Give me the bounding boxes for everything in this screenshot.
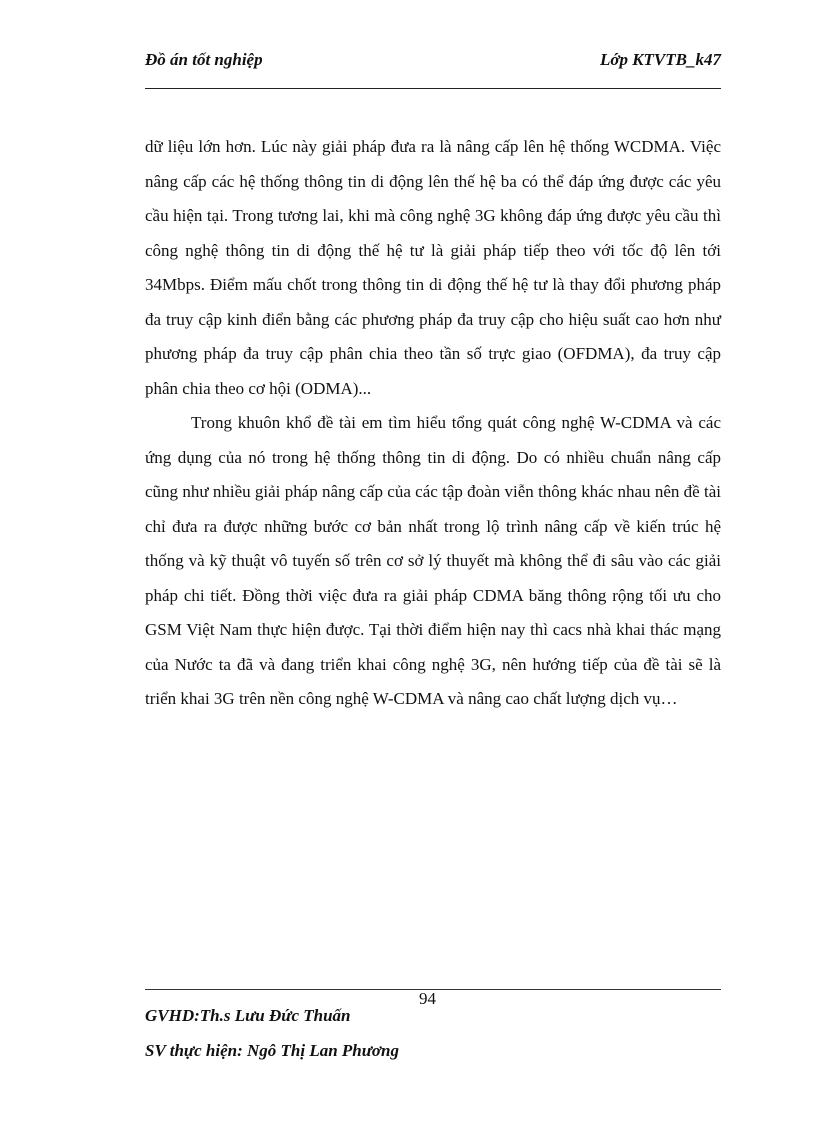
- header-divider: [145, 88, 721, 89]
- footer-student: SV thực hiện: Ngô Thị Lan Phương: [145, 1041, 400, 1060]
- body-paragraph-2: Trong khuôn khổ đề tài em tìm hiểu tổng quát công nghệ W-CDMA và các ứng dụng của nó trong hệ thống thông tin di động. Do có nhiều chuẩn nâng cấp cũng như nhiều giải pháp nâng cấp của các tập đoàn viễn thông khác nhau nên đề tài chỉ đưa ra được những bước cơ bản nhất trong lộ trình nâng cấp về kiến trúc hệ thống và kỹ thuật vô tuyến số trên cơ sở lý thuyết mà không thể đi sâu vào các giải pháp chi tiết. Đồng thời việc đưa ra giải pháp CDMA băng thông rộng tối ưu cho GSM Việt Nam thực hiện được. Tại thời điểm hiện nay thì cacs nhà khai thác mạng của Nước ta đã và đang triển khai công nghệ 3G, nên hướng tiếp của đề tài sẽ là triển khai 3G trên nền công nghệ W-CDMA và nâng cao chất lượng dịch vụ…: [145, 413, 721, 708]
- document-body: [145, 130, 721, 717]
- body-paragraph-1: dữ liệu lớn hơn. Lúc này giải pháp đưa ra là nâng cấp lên hệ thống WCDMA. Việc nâng cấp các hệ thống thông tin di động lên thế hệ ba có thể đáp ứng được các yêu cầu hiện tại. Trong tương lai, khi mà công nghệ 3G không đáp ứng được yêu cầu thì công nghệ thông tin di động thế hệ tư là giải pháp tiếp theo với tốc độ lên tới 34Mbps. Điểm mấu chốt trong thông tin di động thế hệ tư là thay đổi phương pháp đa truy cập kinh điển bằng các phương pháp đa truy cập cho hiệu suất cao hơn như phương pháp đa truy cập phân chia theo tần số trực giao (OFDMA), đa truy cập phân chia theo cơ hội (ODMA)...: [145, 137, 721, 398]
- header-class-code: Lớp KTVTB_k47: [599, 50, 721, 69]
- page-header: [145, 50, 721, 78]
- footer-advisor: GVHD:Th.s Lưu Đức Thuấn: [145, 1006, 351, 1025]
- page-number: 94: [419, 989, 436, 1008]
- header-title: Đồ án tốt nghiệp: [145, 50, 263, 69]
